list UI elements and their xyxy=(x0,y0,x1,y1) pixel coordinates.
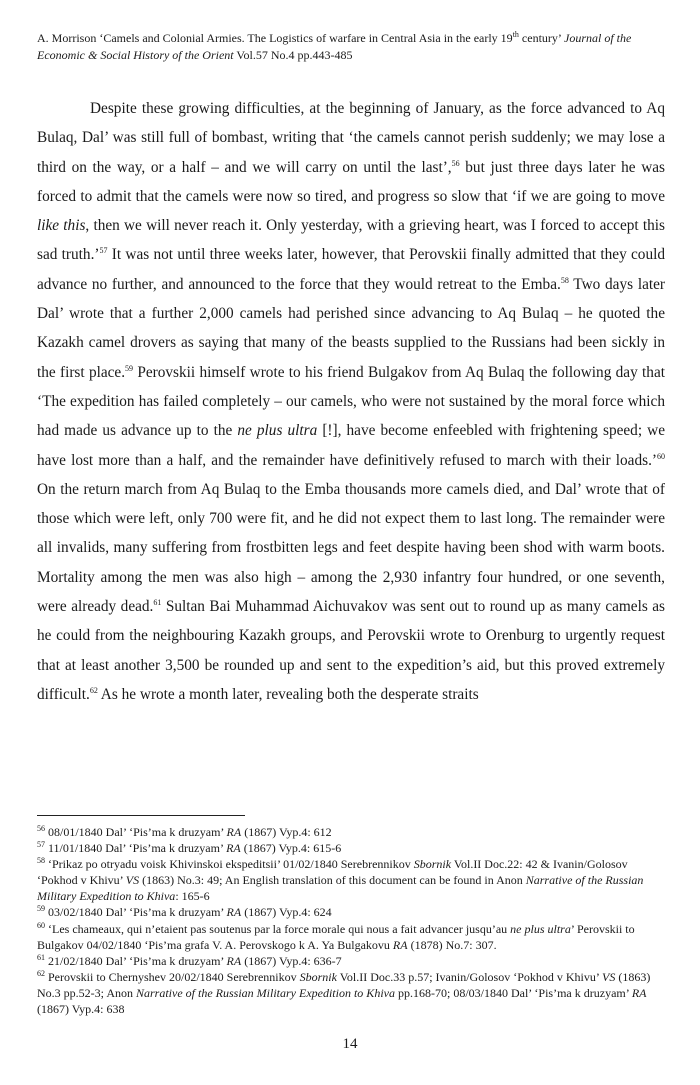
body-paragraph xyxy=(37,94,665,709)
footnote-divider xyxy=(37,815,245,816)
footnote-italic: RA xyxy=(226,905,242,920)
body-text-segment: Despite these growing difficulties, at the beginning of January, as the force advanced to Aq Bulaq, Dal’ was still full of bombast, writing that ‘the camels cannot perish suddenly; we may lose a third on the way, or a half – and we will carry on until the last’, xyxy=(37,100,665,176)
body-text-segment: On the return march from Aq Bulaq to the Emba thousands more camels died, and Dal’ wrote that of those which were left, only 700 were fit, and he did not expect them to last long. The remainder were all invalids, many suffering from frostbitten legs and feet despite having been shod with warm boots. Mortality among the men was also high – among the 2,930 infantry four hundred, or one seventh, were already dead. xyxy=(37,480,665,616)
footnote-text: 11/01/1840 Dal’ ‘Pis’ma k druzyam’ xyxy=(45,841,227,856)
footnote-text: : 165-6 xyxy=(175,889,210,904)
footnote-number: 61 xyxy=(37,952,45,962)
journal-volume: Vol.57 No.4 pp.443-485 xyxy=(233,48,353,62)
footnote-italic: RA xyxy=(226,841,241,856)
page-number: 14 xyxy=(342,1036,358,1052)
footnote-text: ‘Prikaz po otryadu voisk Khivinskoi ekspeditsii’ 01/02/1840 Serebrennikov xyxy=(45,857,414,872)
footnote-ref-57[interactable]: 57 xyxy=(99,246,108,256)
footnote-number: 60 xyxy=(37,920,45,930)
footnote-60 xyxy=(37,921,667,953)
footnote-text: Perovskii to Chernyshev 20/02/1840 Serebrennikov xyxy=(45,969,300,984)
footnote-italic: Narrative of the Russian Military Expedition to Khiva xyxy=(37,873,644,904)
running-head xyxy=(37,30,667,64)
footnote-text: Vol.II Doc.22: 42 & Ivanin/Golosov ‘Pokhod v Khivu’ xyxy=(37,857,628,888)
footnote-56 xyxy=(37,824,667,840)
footnote-text: (1863) No.3 pp.52-3; Anon xyxy=(37,969,651,1000)
footnote-ref-59[interactable]: 59 xyxy=(125,363,134,373)
citation-superscript: th xyxy=(512,30,519,39)
footnote-number: 57 xyxy=(37,840,45,850)
footnote-text: (1867) Vyp.4: 638 xyxy=(37,1002,125,1017)
footnote-61 xyxy=(37,953,667,969)
footnote-italic: RA xyxy=(226,953,242,968)
body-emphasis: like this xyxy=(37,217,86,235)
body-text-segment: Perovskii himself wrote to his friend Bulgakov from Aq Bulaq the following day that ‘The expedition has failed completely – our camels, who were not sustained by the moral force which had made us advance up to the xyxy=(37,363,665,440)
footnote-text: (1867) Vyp.4: 624 xyxy=(241,905,332,920)
footnote-number: 62 xyxy=(37,968,45,978)
footnote-57 xyxy=(37,840,667,856)
footnote-italic: VS xyxy=(601,969,616,984)
footnote-italic: RA xyxy=(631,985,647,1000)
footnote-text: (1867) Vyp.4: 636-7 xyxy=(241,953,342,968)
footnote-italic: RA xyxy=(392,937,408,952)
footnote-italic: VS xyxy=(125,873,140,888)
body-text-segment: It was not until three weeks later, however, that Perovskii finally admitted that they could advance no further, and announced to the force that they would retreat to the Emba. xyxy=(37,246,666,293)
citation-text-mid: century’ xyxy=(518,31,565,45)
citation-text: A. Morrison ‘Camels and Colonial Armies. The Logistics of warfare in Central Asia in the early 19 xyxy=(37,31,513,45)
footnote-text: (1863) No.3: 49; An English translation of this document can be found in Anon xyxy=(139,873,526,888)
body-text-segment: As he wrote a month later, revealing both the desperate straits xyxy=(97,685,479,703)
footnote-text: ‘Les chameaux, qui n’etaient pas soutenus par la force morale qui nous a fait advancer jusqu’au xyxy=(45,921,511,936)
footnote-text: (1867) Vyp.4: 612 xyxy=(241,825,332,839)
footnote-text: (1878) No.7: 307. xyxy=(407,937,497,952)
footnote-ref-61[interactable]: 61 xyxy=(153,597,162,607)
body-emphasis: ne plus ultra xyxy=(237,422,318,440)
footnote-58 xyxy=(37,856,667,904)
footnote-italic: ne plus ultra xyxy=(510,921,571,936)
footnote-number: 59 xyxy=(37,904,45,914)
body-text-segment: [!], have become enfeebled with frightening speed; we have lost more than a half, and the remainder have definitively refused to march with their loads.’ xyxy=(37,422,665,469)
footnote-number: 58 xyxy=(37,856,45,866)
footnote-ref-62[interactable]: 62 xyxy=(89,685,98,695)
footnote-text: ’ Perovskii to Bulgakov 04/02/1840 ‘Pis’ma grafa V. A. Perovskogo k A. Ya Bulgakovu xyxy=(37,921,635,952)
footnote-italic: RA xyxy=(226,825,242,839)
footnote-number: 56 xyxy=(37,824,45,833)
footnote-text: 03/02/1840 Dal’ ‘Pis’ma k druzyam’ xyxy=(45,905,227,920)
footnote-ref-60[interactable]: 60 xyxy=(657,451,665,461)
footnote-italic: Narrative of the Russian Military Expedition to Khiva xyxy=(136,985,395,1000)
footnote-italic: Sbornik xyxy=(413,857,452,872)
footnote-text: Vol.II Doc.33 p.57; Ivanin/Golosov ‘Pokhod v Khivu’ xyxy=(336,969,602,984)
body-text-segment: Sultan Bai Muhammad Aichuvakov was sent out to round up as many camels as he could from the neighbouring Kazakh groups, and Perovskii wrote to Orenburg to urgently request that at least another 3,500 be rounded up and sent to the expedition’s aid, but this proved extremely difficult. xyxy=(37,598,666,703)
footnote-text: pp.168-70; 08/03/1840 Dal’ ‘Pis’ma k druzyam’ xyxy=(394,985,632,1000)
body-text-segment: Two days later Dal’ wrote that a further 2,000 camels had perished since advancing to Aq Bulaq – he quoted the Kazakh camel drovers as saying that many of the beasts supplied to the Russians had been sickly in the first place. xyxy=(37,275,666,381)
footnote-text: (1867) Vyp.4: 615-6 xyxy=(240,841,342,856)
body-text-segment: but just three days later he was forced to admit that the camels were now so tired, and progress so slow that ‘if we are going to move xyxy=(37,158,665,205)
footnote-ref-56[interactable]: 56 xyxy=(451,158,460,168)
footnote-59 xyxy=(37,904,667,920)
footnotes xyxy=(37,824,667,1017)
footnote-62 xyxy=(37,969,667,1017)
journal-title: Journal of the Economic & Social History of the Orient xyxy=(37,31,632,62)
body-text-segment: , then we will never reach it. Only yesterday, with a grieving heart, was I forced to accept this sad truth.’ xyxy=(37,217,665,264)
footnote-text: 08/01/1840 Dal’ ‘Pis’ma k druzyam’ xyxy=(45,825,227,839)
footnote-italic: Sbornik xyxy=(299,969,337,984)
footnote-ref-58[interactable]: 58 xyxy=(560,275,569,285)
footnote-text: 21/02/1840 Dal’ ‘Pis’ma k druzyam’ xyxy=(45,953,227,968)
